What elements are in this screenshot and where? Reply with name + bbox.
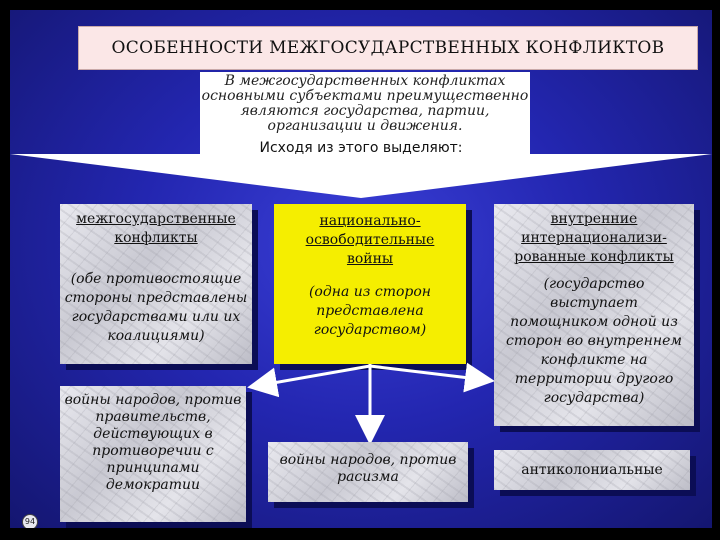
intro-line: В межгосударственных конфликтах <box>224 73 506 89</box>
intro-line: являются государства, партии, <box>240 103 490 119</box>
sub-box-line: войны народов, против <box>279 452 457 468</box>
category-heading: интернационализи- <box>521 230 667 246</box>
category-desc: конфликте на <box>540 352 648 368</box>
sub-box-line: антиколониальные <box>521 462 663 478</box>
category-heading: конфликты <box>114 230 198 246</box>
intro-line: основными субъектами преимущественно <box>201 88 529 104</box>
category-box-liberation <box>274 204 466 364</box>
category-desc: стороны представлены <box>64 290 248 306</box>
sub-box-line: правительств, <box>95 409 211 425</box>
sub-box-democracy <box>60 386 246 522</box>
category-heading: межгосударственные <box>76 211 236 227</box>
sub-box-racism <box>268 442 468 502</box>
page-number: 94 <box>22 514 38 528</box>
category-box-internationalized <box>494 204 694 426</box>
category-desc: сторон во внутреннем <box>506 333 682 349</box>
sub-box-line: войны народов, против <box>64 392 242 408</box>
intro-text <box>200 72 530 136</box>
category-desc: территории другого <box>514 371 674 387</box>
sub-box-line: расизма <box>337 469 399 485</box>
category-desc: государства) <box>543 390 645 406</box>
sub-box-line: противоречии с <box>92 443 214 459</box>
category-desc: выступает <box>550 295 638 311</box>
category-heading: освободительные <box>305 232 435 248</box>
category-desc: коалициями) <box>107 328 205 344</box>
slide-title: ОСОБЕННОСТИ МЕЖГОСУДАРСТВЕННЫХ КОНФЛИКТОВ <box>78 26 698 70</box>
category-desc: государством) <box>313 322 427 338</box>
category-heading: войны <box>346 251 394 267</box>
sub-box-line: демократии <box>105 477 201 493</box>
sub-box-line: действующих в <box>93 426 213 442</box>
category-desc: (государство <box>543 276 645 292</box>
category-desc: помощником одной из <box>510 314 678 330</box>
sub-box-line: принципами <box>106 460 200 476</box>
category-desc: представлена <box>316 303 424 319</box>
category-heading: национально- <box>319 213 421 229</box>
slide <box>10 10 712 528</box>
category-heading: внутренние <box>550 211 638 227</box>
sub-box-anticolonial <box>494 450 690 490</box>
category-desc: (одна из сторон <box>308 284 432 300</box>
funnel-label: Исходя из этого выделяют: <box>259 140 463 156</box>
intro-line: организации и движения. <box>267 118 463 134</box>
category-box-interstate <box>60 204 252 364</box>
arrow-left <box>256 366 370 386</box>
category-desc: государствами или их <box>71 309 241 325</box>
category-desc: (обе противостоящие <box>70 271 242 287</box>
arrow-right <box>370 366 486 380</box>
category-heading: рованные конфликты <box>514 249 674 265</box>
